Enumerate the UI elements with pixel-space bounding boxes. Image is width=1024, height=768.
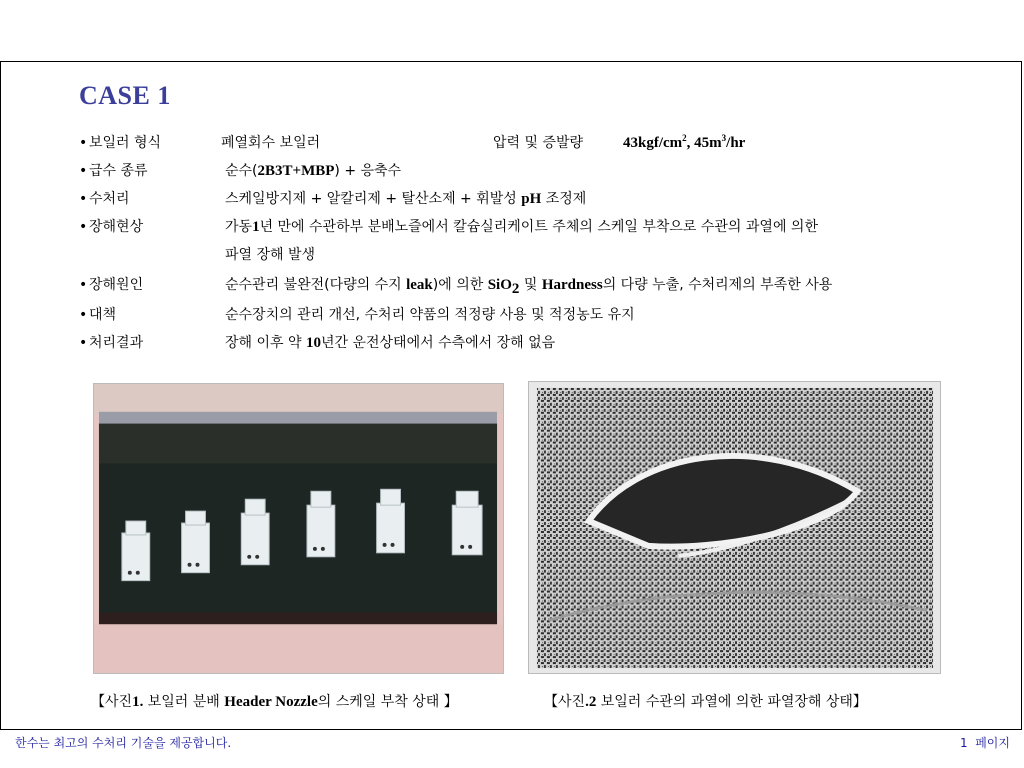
page-label: 페이지: [975, 736, 1010, 750]
row-value: [225, 161, 401, 181]
row-label: 보일러 형식: [89, 135, 162, 151]
caption-bold: Header Nozzle: [224, 694, 318, 710]
caption-part: 의 스케일 부착 상태 】: [317, 694, 458, 710]
value-part: 가동: [225, 219, 253, 235]
pressure-sup: 2: [682, 133, 687, 143]
pressure-unit-a: 43kgf/cm: [623, 135, 683, 151]
value-bold: 1: [252, 219, 260, 235]
row-treatment: [79, 189, 130, 209]
row-cause: [79, 275, 143, 295]
caption-part: 【사진: [91, 694, 133, 710]
value-bold: pH: [521, 191, 542, 207]
row-value: [225, 333, 555, 353]
value-part: 의 다량 누출, 수처리제의 부족한 사용: [602, 277, 833, 293]
bullet: •: [79, 135, 88, 151]
caption-part: 보일러 분배: [143, 694, 225, 710]
row-label: 장해현상: [89, 219, 144, 235]
page-number: 1: [959, 736, 968, 750]
row-value: 순수장치의 관리 개선, 수처리 약품의 적정량 사용 및 적정농도 유지: [225, 307, 635, 323]
row-result: [79, 333, 143, 353]
row-value: [225, 189, 586, 209]
bullet: •: [79, 335, 88, 351]
footer-page-indicator: [960, 734, 1010, 751]
value-part: 년 만에 수관하부 분배노즐에서 칼슘실리케이트 주체의 스케일 부착으로 수관의 과열에 의한: [259, 219, 818, 235]
bullet: •: [79, 277, 88, 293]
value-part: 및: [519, 277, 542, 293]
bullet: •: [79, 191, 88, 207]
row-feedwater: [79, 161, 148, 181]
flow-unit-a: , 45m: [686, 135, 722, 151]
row-value: [225, 275, 832, 295]
value-part: ) + 응축수: [334, 163, 402, 179]
flow-sup: 3: [721, 133, 727, 143]
value-part: 순수관리 불완전(다량의 수지: [225, 277, 407, 293]
caption-part: 보일러 수관의 과열에 의한 파열장해 상태】: [596, 694, 867, 710]
page-title: CASE 1: [79, 81, 171, 110]
row-value: 폐열회수 보일러: [221, 135, 321, 151]
row-boiler-type: [79, 133, 161, 153]
photo-tube-rupture: [528, 381, 941, 674]
row-symptom: [79, 217, 143, 237]
bullet: •: [79, 219, 88, 235]
row-label: 급수 종류: [89, 163, 148, 179]
row-value: [225, 217, 818, 237]
value-part: 년간 운전상태에서 수측에서 장해 없음: [320, 335, 556, 351]
bullet: •: [79, 307, 88, 323]
caption-photo-1: [91, 691, 458, 711]
pressure-value: [623, 133, 745, 153]
photo-header-nozzle: [93, 383, 504, 674]
value-bold: leak: [406, 277, 433, 293]
value-bold: 10: [305, 335, 321, 351]
caption-bold: 1.: [132, 694, 144, 710]
caption-bold: .2: [585, 694, 597, 710]
photo-tube-rupture-image: [529, 382, 940, 673]
bullet: •: [79, 163, 88, 179]
row-label: 장해원인: [89, 277, 144, 293]
row-label: 수처리: [89, 191, 130, 207]
caption-photo-2: [544, 691, 867, 711]
value-part: 스케일방지제 + 알칼리제 + 탈산소제 + 휘발성: [225, 191, 522, 207]
value-bold: 2B3T+MBP: [257, 163, 335, 179]
value-part: 순수(: [225, 163, 258, 179]
photo-header-nozzle-image: [94, 384, 503, 673]
value-part: 장해 이후 약: [225, 335, 306, 351]
value-part: 조정제: [541, 191, 587, 207]
flow-unit-b: /hr: [726, 135, 746, 151]
value-bold: Hardness: [541, 277, 603, 293]
value-sub: 2: [511, 280, 520, 297]
value-part: )에 의한: [432, 277, 488, 293]
caption-part: 【사진: [544, 694, 586, 710]
value-bold: SiO: [487, 277, 512, 293]
row-value-line2: 파열 장해 발생: [225, 247, 316, 263]
row-label: 대책: [89, 307, 117, 323]
footer-tagline: 한수는 최고의 수처리 기술을 제공합니다.: [15, 736, 232, 750]
row-countermeasure: [79, 305, 116, 325]
pressure-label: 압력 및 증발량: [493, 135, 584, 151]
row-label: 처리결과: [89, 335, 144, 351]
